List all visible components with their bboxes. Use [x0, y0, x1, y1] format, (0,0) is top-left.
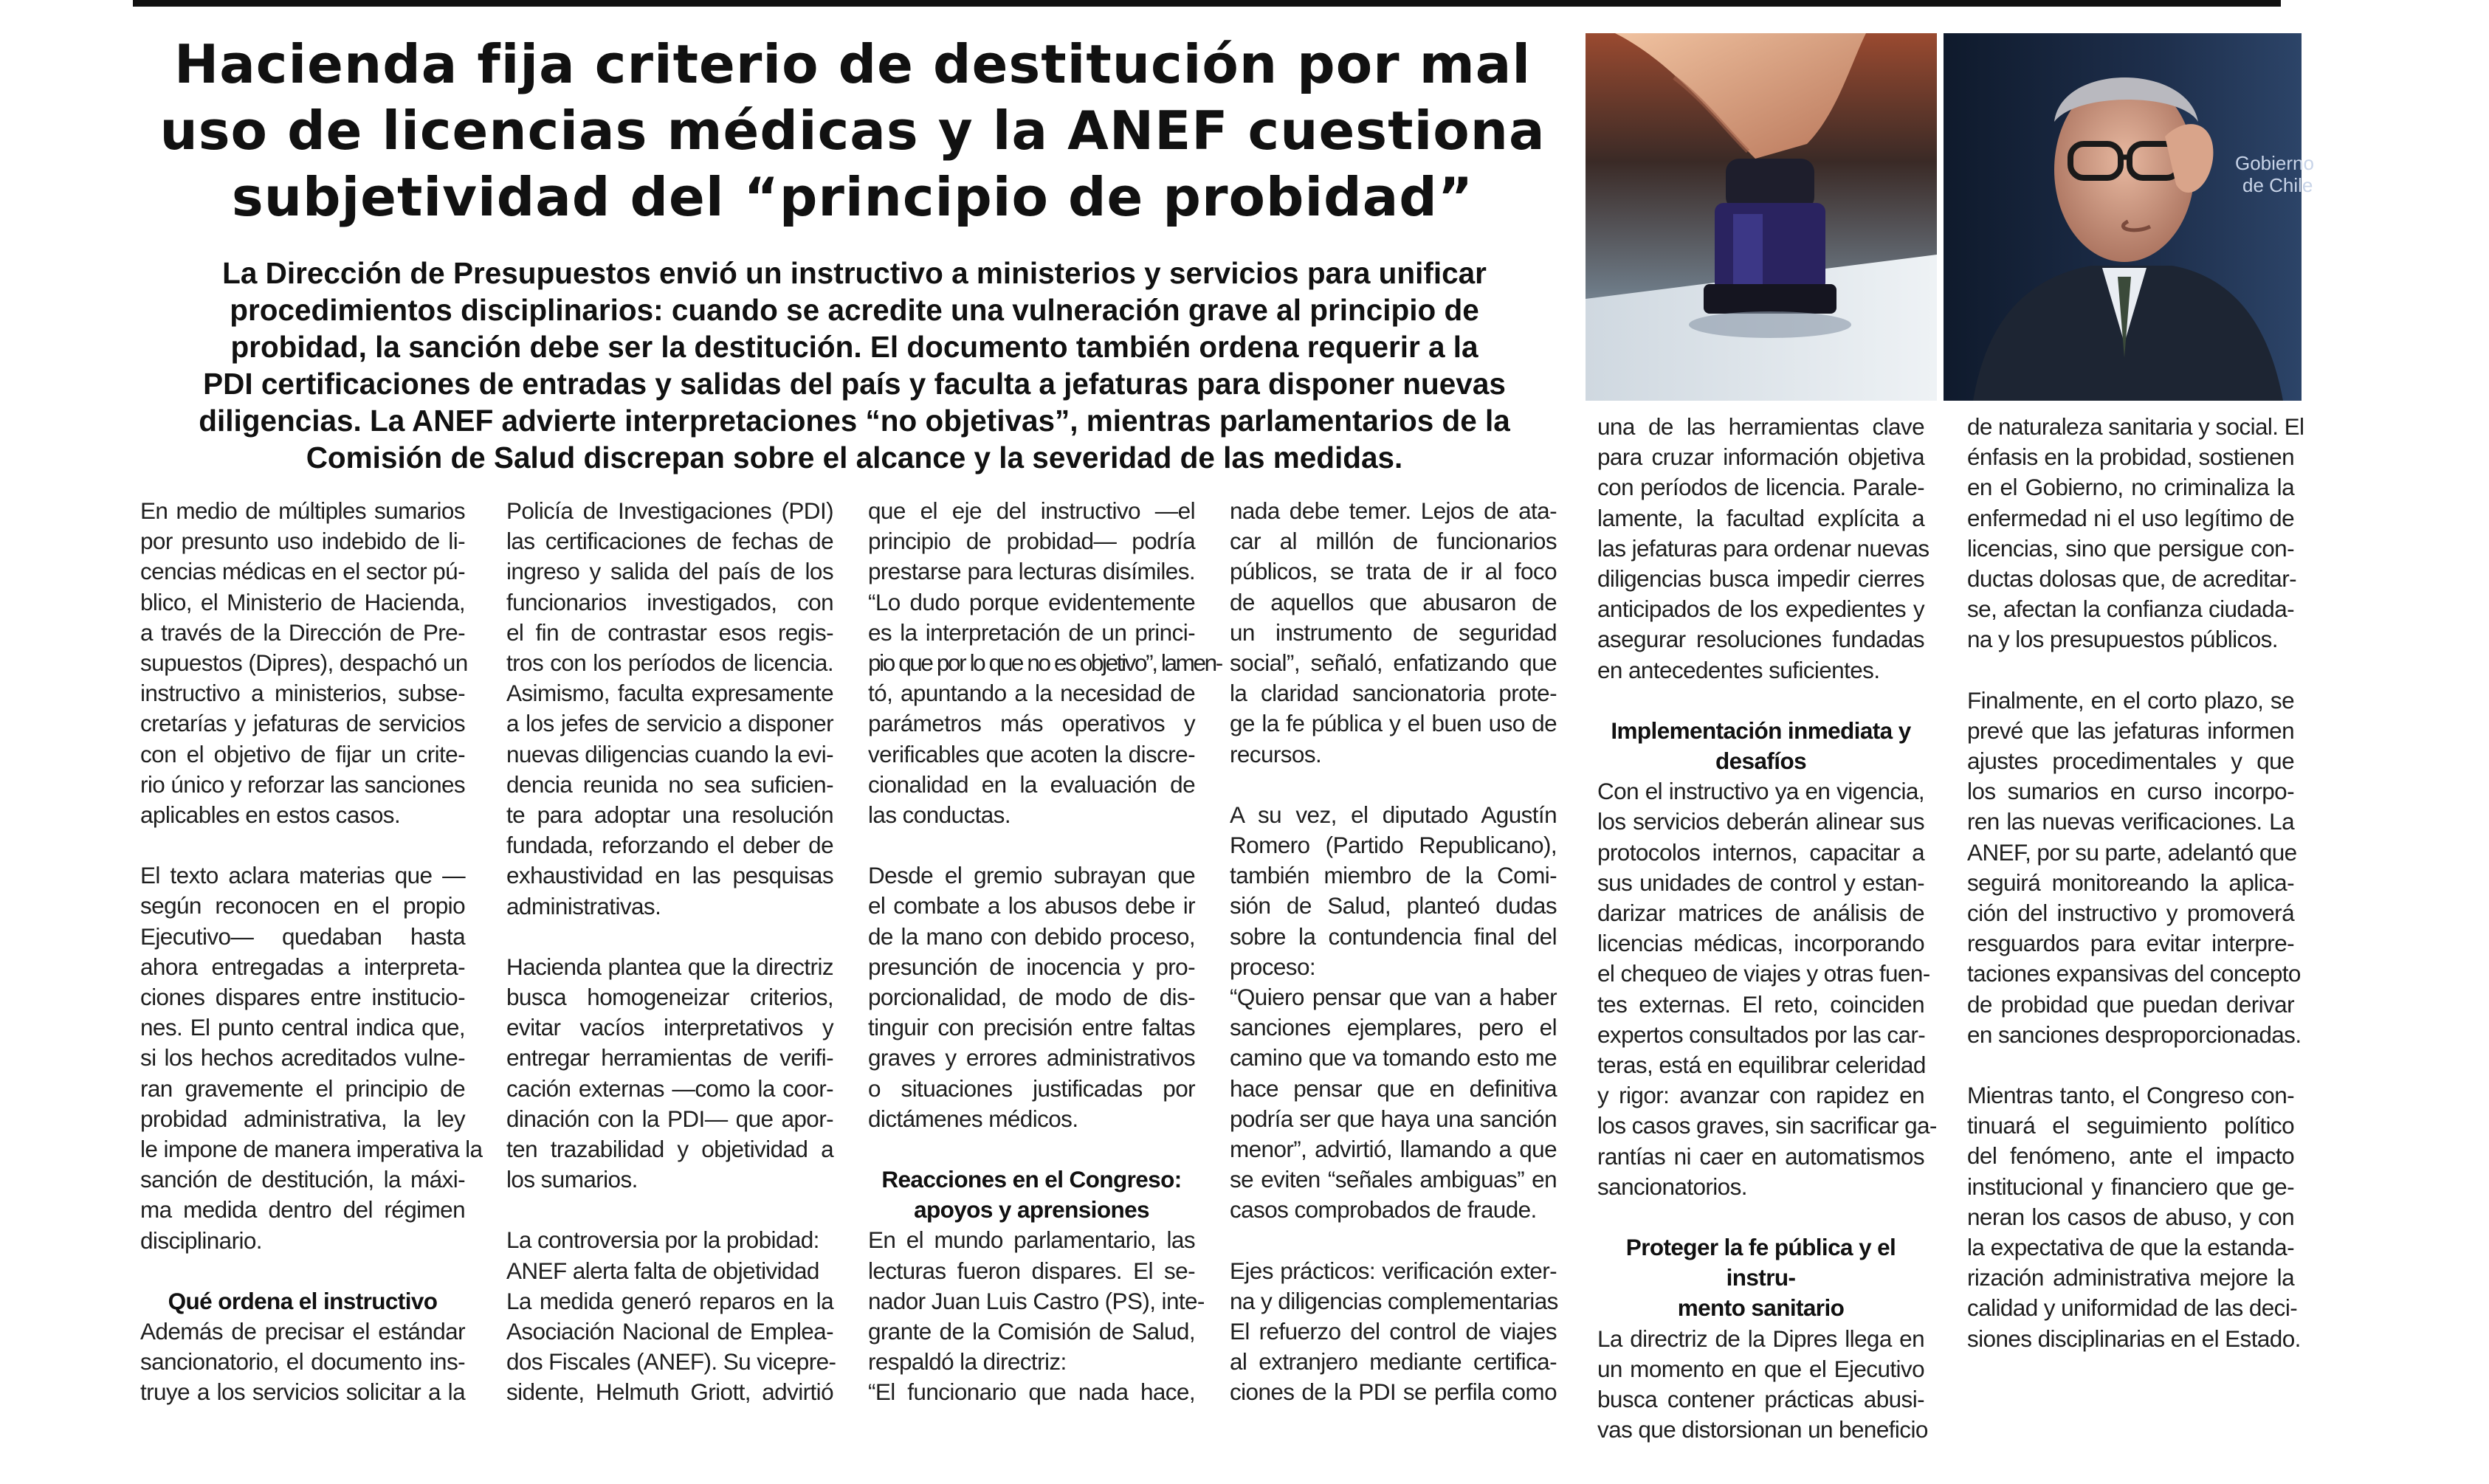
paragraph — [868, 860, 1195, 1134]
text-line: pio que por lo que no es objetivo”, lamen- — [868, 649, 1222, 677]
text-line: licencias, sino que persigue con- — [1967, 534, 2294, 562]
text-line: diligencias busca impedir cierres — [1597, 565, 1924, 593]
paragraph — [1967, 686, 2302, 1050]
column-6 — [1967, 412, 2304, 1354]
text-line: verificables que acoten la discre- — [868, 740, 1195, 767]
column-2 — [506, 496, 836, 1408]
paragraph — [1967, 412, 2304, 655]
subheading-line: Proteger la fe pública y el instru- — [1625, 1234, 1896, 1291]
text-line: supuestos (Dipres), despachó un — [140, 649, 468, 677]
text-line: casos comprobados de fraude. — [1230, 1196, 1537, 1224]
text-line: anticipados de los expedientes y — [1597, 596, 1924, 623]
subheading-line: Implementación inmediata y — [1611, 717, 1911, 744]
text-line: sanciones ejemplares, pero el — [1230, 1014, 1557, 1041]
paragraph — [1967, 1080, 2301, 1354]
text-line: de aquellos que abusaron de — [1230, 588, 1557, 615]
text-line: los servicios deberán alinear sus — [1597, 808, 1924, 835]
text-line: car al millón de funcionarios — [1230, 528, 1557, 555]
text-line: hace pensar que en definitiva — [1230, 1074, 1557, 1102]
text-line: tes externas. El reto, coinciden — [1597, 990, 1924, 1018]
deck-line: probidad, la sanción debe ser la destitución. El documento también ordena requerir a la — [230, 330, 1478, 364]
text-line: sión de Salud, planteó dudas — [1230, 892, 1557, 919]
text-line: ajustes procedimentales y que — [1967, 748, 2294, 775]
text-line: sus unidades de control y estan- — [1597, 869, 1924, 896]
text-line: podría ser que haya una sanción — [1230, 1105, 1557, 1132]
text-line: ciones dispares entre institucio- — [140, 984, 465, 1011]
subheading — [1597, 1232, 1924, 1324]
paragraph — [506, 496, 833, 922]
text-line: expertos consultados por las car- — [1597, 1021, 1926, 1048]
text-line: sanción de destitución, la máxi- — [140, 1166, 465, 1193]
text-line: proceso: — [1230, 953, 1316, 980]
text-line: Asimismo, faculta expresamente — [506, 680, 833, 707]
text-line: en sanciones desproporcionadas. — [1967, 1021, 2302, 1048]
text-line: busca homogeneizar criterios, — [506, 984, 833, 1011]
text-line: social”, señaló, enfatizando que — [1230, 649, 1557, 677]
paragraph — [506, 1225, 836, 1407]
text-line: “Quiero pensar que van a haber — [1230, 984, 1557, 1011]
text-line: los casos graves, sin sacrificar ga- — [1597, 1112, 1937, 1139]
deck-line: PDI certificaciones de entradas y salidas del país y faculta a jefaturas para disponer nuevas — [203, 367, 1506, 401]
text-line: también miembro de la Comi- — [1230, 862, 1557, 889]
text-line: cionalidad en la evaluación de — [868, 770, 1195, 798]
text-line: siones disciplinarias en el Estado. — [1967, 1325, 2301, 1352]
text-line: las conductas. — [868, 801, 1011, 829]
headline — [140, 31, 1565, 230]
text-line: principio de probidad— podría — [868, 528, 1195, 555]
text-line: presunción de inocencia y pro- — [868, 953, 1195, 980]
text-line: las certificaciones de fechas de — [506, 528, 833, 555]
text-line: teras, está en equilibrar celeridad — [1597, 1052, 1926, 1079]
text-line: tros con los períodos de licencia. — [506, 649, 833, 677]
text-line: darizar matrices de análisis de — [1597, 900, 1924, 927]
text-line: ren las nuevas verificaciones. La — [1967, 808, 2294, 835]
headline-line: Hacienda fija criterio de destitución por mal — [173, 33, 1532, 95]
text-line: Finalmente, en el corto plazo, se — [1967, 686, 2294, 714]
text-line: graves y errores administrativos — [868, 1044, 1195, 1071]
text-line: protocolos internos, capacitar a — [1597, 838, 1924, 866]
text-line: lecturas fueron dispares. El se- — [868, 1257, 1195, 1284]
text-line: se, afectan la confianza ciudada- — [1967, 596, 2294, 623]
text-line: cretarías y jefaturas de servicios — [140, 710, 465, 737]
text-line: Asociación Nacional de Emplea- — [506, 1318, 833, 1345]
text-line: ductas dolosas que, de acreditar- — [1967, 565, 2296, 593]
text-line: recursos. — [1230, 740, 1322, 767]
text-line: que el eje del instructivo —el — [868, 497, 1195, 524]
text-line: probidad administrativa, la ley — [140, 1105, 465, 1132]
text-line: ge la fe pública y el buen uso de — [1230, 710, 1557, 737]
subheading: Qué ordena el instructivo — [168, 1287, 438, 1314]
text-line: le impone de manera imperativa la — [140, 1136, 483, 1163]
text-line: vas que distorsionan un beneficio — [1597, 1416, 1928, 1443]
text-line: los sumarios. — [506, 1166, 638, 1193]
text-line: El texto aclara materias que — — [140, 862, 465, 889]
text-line: parámetros más operativos y — [868, 710, 1195, 737]
text-line: camino que va tomando esto me — [1230, 1044, 1557, 1071]
text-line: menor”, advirtió, llamando a que — [1230, 1136, 1557, 1163]
backdrop-text: de Chile — [2242, 174, 2313, 196]
text-line: “El funcionario que nada hace, — [868, 1378, 1195, 1406]
headline-line: subjetividad del “principio de probidad” — [231, 166, 1474, 228]
text-line: La medida generó reparos en la — [506, 1287, 833, 1314]
text-line: ingreso y salida del país de los — [506, 558, 833, 585]
text-line: cencias médicas en el sector pú- — [140, 558, 465, 585]
text-line: por presunto uso indebido de li- — [140, 528, 465, 555]
column-3 — [868, 496, 1222, 1408]
paragraph — [140, 860, 483, 1256]
text-line: a los jefes de servicio a disponer — [506, 710, 833, 737]
text-line: “Lo dudo porque evidentemente — [868, 588, 1195, 615]
column-4 — [1230, 496, 1557, 1408]
text-line: na y los presupuestos públicos. — [1967, 626, 2278, 653]
deck-summary — [140, 255, 1569, 476]
text-line: tinuará el seguimiento político — [1967, 1112, 2294, 1139]
text-line: Además de precisar el estándar — [140, 1318, 465, 1345]
paragraph — [140, 1316, 465, 1408]
text-line: Desde el gremio subrayan que — [868, 862, 1195, 889]
text-line: tinguir con precisión entre faltas — [868, 1014, 1195, 1041]
text-line: institucional y financiero que ge- — [1967, 1173, 2294, 1200]
text-line: prevé que las jefaturas informen — [1967, 717, 2294, 744]
text-line: o situaciones justificadas por — [868, 1074, 1195, 1102]
text-line: neran los casos de abuso, y con — [1967, 1203, 2294, 1230]
text-line: Romero (Partido Republicano), — [1230, 832, 1557, 859]
text-line: na y diligencias complementarias — [1230, 1287, 1558, 1314]
text-line: ran gravemente el principio de — [140, 1074, 465, 1102]
text-line: se eviten “señales ambiguas” en — [1230, 1166, 1557, 1193]
text-line: porcionalidad, de modo de dis- — [868, 984, 1195, 1011]
paragraph — [1230, 800, 1557, 1226]
text-line: La directriz de la Dipres llega en — [1597, 1325, 1924, 1352]
text-line: nador Juan Luis Castro (PS), inte- — [868, 1287, 1205, 1314]
text-line: evitar vacíos interpretativos y — [506, 1014, 833, 1041]
text-line: con períodos de licencia. Parale- — [1597, 474, 1924, 501]
text-line: el fin de contrastar esos regis- — [506, 618, 833, 646]
text-line: tó, apuntando a la necesidad de — [868, 680, 1195, 707]
text-line: nuevas diligencias cuando la evi- — [506, 740, 833, 767]
text-line: a través de la Dirección de Pre- — [140, 618, 465, 646]
text-line: lamente, la facultad explícita a — [1597, 504, 1924, 531]
text-line: dictámenes médicos. — [868, 1105, 1078, 1132]
text-line: de naturaleza sanitaria y social. El — [1967, 413, 2304, 440]
column-1 — [140, 496, 483, 1408]
text-line: las jefaturas para ordenar nuevas — [1597, 534, 1929, 562]
text-line: según reconocen en el propio — [140, 892, 465, 919]
text-line: un instrumento de seguridad — [1230, 618, 1557, 646]
text-line: ten trazabilidad y objetividad a — [506, 1136, 833, 1163]
column-5 — [1597, 412, 1937, 1446]
text-line: taciones expansivas del concepto — [1967, 960, 2301, 987]
text-line: busca contener prácticas abusi- — [1597, 1386, 1924, 1413]
text-line: Ejecutivo— quedaban hasta — [140, 922, 465, 950]
text-line: instructivo a ministerios, subse- — [140, 680, 465, 707]
text-line: de probidad que puedan derivar — [1967, 990, 2294, 1018]
text-line: rio único y reforzar las sanciones — [140, 770, 466, 798]
text-line: la expectativa de que la estanda- — [1967, 1234, 2294, 1261]
text-line: aplicables en estos casos. — [140, 801, 401, 829]
text-line: blico, el Ministerio de Hacienda, — [140, 588, 465, 615]
text-line: ahora entregadas a interpreta- — [140, 953, 465, 980]
text-line: El refuerzo del control de viajes — [1230, 1318, 1557, 1345]
text-line: sidente, Helmuth Griott, advirtió — [506, 1378, 833, 1406]
text-line: dos Fiscales (ANEF). Su vicepre- — [506, 1348, 836, 1376]
text-line: grante de la Comisión de Salud, — [868, 1318, 1195, 1345]
text-line: truye a los servicios solicitar a la — [140, 1378, 465, 1406]
paragraph — [868, 496, 1222, 830]
paragraph — [1230, 1256, 1557, 1408]
text-line: con el objetivo de fijar un crite- — [140, 740, 465, 767]
subheading — [868, 1164, 1195, 1225]
text-line: públicos, se trata de ir al foco — [1230, 558, 1557, 585]
deck-line: procedimientos disciplinarios: cuando se acredite una vulneración grave al principio de — [230, 293, 1479, 327]
deck-line: La Dirección de Presupuestos envió un instructivo a ministerios y servicios para unificar — [222, 256, 1487, 290]
text-line: Hacienda plantea que la directriz — [506, 953, 833, 980]
subheading-line: mento sanitario — [1677, 1294, 1845, 1322]
deck-line: diligencias. La ANEF advierte interpretaciones “no objetivas”, mientras parlamentarios de la — [199, 404, 1510, 438]
text-line: cación externas —como la coor- — [506, 1074, 833, 1102]
paragraph — [1230, 496, 1557, 770]
text-line: para cruzar información objetiva — [1597, 444, 1924, 471]
text-line: En medio de múltiples sumarios — [140, 497, 465, 524]
headline-line: uso de licencias médicas y la ANEF cuestiona — [159, 100, 1546, 162]
text-line: sobre la contundencia final del — [1230, 922, 1557, 950]
text-line: Policía de Investigaciones (PDI) — [506, 497, 833, 524]
text-line: dencia reunida no sea suficien- — [506, 770, 833, 798]
text-line: calidad y uniformidad de las deci- — [1967, 1294, 2298, 1322]
text-line: enfermedad ni el uso legítimo de — [1967, 504, 2294, 531]
paragraph — [506, 952, 833, 1195]
text-line: sancionatorio, el documento ins- — [140, 1348, 465, 1376]
text-line: La controversia por la probidad: — [506, 1226, 819, 1254]
photo-official — [1944, 33, 2314, 401]
text-line: ciones de la PDI se perfila como — [1230, 1378, 1557, 1406]
subheading-line: Reacciones en el Congreso: — [881, 1166, 1182, 1193]
text-line: ción del instructivo y promoverá — [1967, 900, 2294, 927]
text-line: Mientras tanto, el Congreso con- — [1967, 1082, 2294, 1109]
top-rule — [133, 0, 2281, 7]
paragraph — [1597, 1324, 1928, 1446]
text-line: el combate a los abusos debe ir — [868, 892, 1195, 919]
text-line: en antecedentes suficientes. — [1597, 656, 1880, 683]
text-line: ANEF, por su parte, adelantó que — [1967, 838, 2297, 866]
text-line: un momento en que el Ejecutivo — [1597, 1355, 1924, 1382]
backdrop-text: Gobierno — [2235, 152, 2314, 174]
text-line: exhaustividad en las pesquisas — [506, 862, 833, 889]
text-line: la claridad sancionatoria prote- — [1230, 680, 1557, 707]
text-line: seguirá monitoreando la aplica- — [1967, 869, 2294, 896]
deck-line: Comisión de Salud discrepan sobre el alcance y la severidad de las medidas. — [306, 441, 1403, 474]
text-line: Ejes prácticos: verificación exter- — [1230, 1257, 1557, 1284]
text-line: fundada, reforzando el deber de — [506, 832, 833, 859]
text-line: el chequeo de viajes y otras fuen- — [1597, 960, 1930, 987]
text-line: dinación con la PDI— que apor- — [506, 1105, 833, 1132]
text-line: ANEF alerta falta de objetividad — [506, 1257, 819, 1284]
text-line: es la interpretación de un princi- — [868, 618, 1195, 646]
paragraph — [1597, 412, 1929, 686]
text-line: A su vez, el diputado Agustín — [1230, 801, 1557, 828]
text-line: disciplinario. — [140, 1226, 262, 1254]
text-line: te para adoptar una resolución — [506, 801, 833, 829]
text-line: y rigor: avanzar con rapidez en — [1597, 1082, 1924, 1109]
text-line: licencias médicas, incorporando — [1597, 930, 1924, 957]
subheading — [1597, 716, 1924, 776]
text-line: respaldó la directriz: — [868, 1348, 1067, 1376]
subheading-line: desafíos — [1715, 748, 1806, 775]
text-line: al extranjero mediante certifica- — [1230, 1348, 1557, 1376]
text-line: sancionatorios. — [1597, 1173, 1747, 1200]
text-line: funcionarios investigados, con — [506, 588, 833, 615]
text-line: énfasis en la probidad, sostienen — [1967, 444, 2294, 471]
text-line: rización administrativa mejore la — [1967, 1264, 2294, 1291]
paragraph — [1597, 776, 1937, 1202]
text-line: ma medida dentro del régimen — [140, 1196, 465, 1224]
text-line: asegurar resoluciones fundadas — [1597, 626, 1924, 653]
text-line: si los hechos acreditados vulne- — [140, 1044, 465, 1071]
text-line: nes. El punto central indica que, — [140, 1014, 465, 1041]
text-line: En el mundo parlamentario, las — [868, 1226, 1195, 1254]
text-line: en el Gobierno, no criminaliza la — [1967, 474, 2294, 501]
text-line: prestarse para lecturas disímiles. — [868, 558, 1195, 585]
text-line: nada debe temer. Lejos de ata- — [1230, 497, 1557, 524]
subheading-line: apoyos y aprensiones — [914, 1196, 1149, 1224]
photo-stamp — [1586, 33, 1937, 401]
text-line: administrativas. — [506, 892, 661, 919]
text-line: los sumarios en curso incorpo- — [1967, 778, 2294, 805]
text-line: entregar herramientas de verifi- — [506, 1044, 833, 1071]
paragraph — [140, 496, 468, 830]
text-line: de la mano con debido proceso, — [868, 922, 1195, 950]
text-line: una de las herramientas clave — [1597, 413, 1924, 440]
text-line: del fenómeno, ante el impacto — [1967, 1142, 2294, 1170]
text-line: resguardos para evitar interpre- — [1967, 930, 2294, 957]
text-line: rantías ni caer en automatismos — [1597, 1142, 1924, 1170]
paragraph — [868, 1225, 1205, 1407]
text-line: Con el instructivo ya en vigencia, — [1597, 778, 1924, 805]
